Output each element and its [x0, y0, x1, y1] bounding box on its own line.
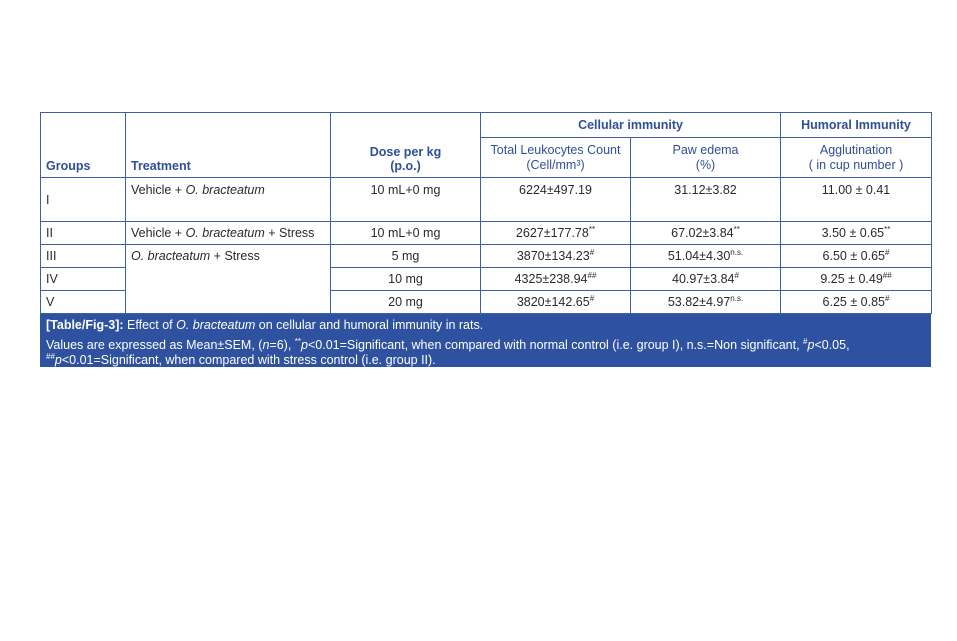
cell-paw-edema: $53.82\pm 4.97^{n.s.}$ — [631, 291, 781, 314]
header-agglutination — [781, 138, 932, 178]
header-tlc-line1: Total Leukocytes Count — [490, 142, 621, 157]
cell-dose: 5 mg — [331, 245, 481, 268]
header-groups: Groups — [41, 113, 126, 178]
caption-title: [Table/Fig-3]: Effect of O. bracteatum on cellular and humoral immunity in rats. — [46, 318, 484, 332]
header-dose-line2: (p.o.) — [390, 159, 421, 173]
cell-agglutination: 3.50 ± 0.65** — [781, 222, 932, 245]
header-paw-line2: (%) — [695, 157, 716, 172]
cell-dose: 10 mL+0 mg — [331, 222, 481, 245]
cell-group: V — [41, 291, 126, 314]
caption-note: Values are expressed as Mean±SEM, (n=6), **p<0.01=Significant, when compared with normal control (i.e. group I), n.s.=Non significant, #p<0.05, ##p<0.01=Significant, when compared with stress control (i.e. group II). — [46, 336, 850, 367]
cell-agglutination: 11.00 ± 0.41 — [781, 178, 932, 222]
cell-group: I — [41, 178, 126, 222]
table-row — [41, 222, 932, 245]
cell-treatment: Vehicle + O. bracteatum — [126, 178, 331, 222]
caption-label: [Table/Fig-3]: — [46, 318, 124, 332]
header-humoral-immunity: Humoral Immunity — [781, 113, 932, 138]
cell-dose: 10 mg — [331, 268, 481, 291]
cell-agglutination: 6.50 ± 0.65# — [781, 245, 932, 268]
cell-treatment: Vehicle + O. bracteatum + Stress — [126, 222, 331, 245]
results-table-figure — [40, 112, 931, 367]
cell-treatment: O. bracteatum + Stress — [126, 245, 331, 314]
cell-tlc: 4325±238.94## — [481, 268, 631, 291]
cell-paw-edema: 40.97±3.84# — [631, 268, 781, 291]
cell-tlc: 3870±134.23# — [481, 245, 631, 268]
header-cellular-immunity: Cellular immunity — [481, 113, 781, 138]
header-treatment: Treatment — [126, 113, 331, 178]
header-dose — [331, 113, 481, 178]
header-agg-line2: ( in cup number ) — [808, 157, 904, 172]
header-tlc — [481, 138, 631, 178]
cell-paw-edema: 67.02±3.84** — [631, 222, 781, 245]
cell-group: IV — [41, 268, 126, 291]
table-row — [41, 178, 932, 222]
table-caption — [40, 314, 931, 367]
cell-agglutination: 6.25 ± 0.85# — [781, 291, 932, 314]
cell-dose: 20 mg — [331, 291, 481, 314]
cell-group: III — [41, 245, 126, 268]
header-dose-line1: Dose per kg — [369, 145, 442, 159]
header-paw-line1: Paw edema — [672, 142, 739, 157]
cell-dose: 10 mL+0 mg — [331, 178, 481, 222]
cell-tlc: 2627±177.78** — [481, 222, 631, 245]
cell-tlc: 3820±142.65# — [481, 291, 631, 314]
cell-agglutination: 9.25 ± 0.49## — [781, 268, 932, 291]
header-row-top — [41, 113, 932, 138]
cell-paw-edema: 31.12±3.82 — [631, 178, 781, 222]
cell-paw-edema: $51.04\pm 4.30^{n.s.}$ — [631, 245, 781, 268]
cell-group: II — [41, 222, 126, 245]
results-table — [40, 112, 932, 314]
table-row — [41, 245, 932, 268]
header-agg-line1: Agglutination — [819, 142, 893, 157]
header-paw-edema — [631, 138, 781, 178]
header-tlc-line2: (Cell/mm³) — [526, 157, 585, 172]
cell-tlc: 6224±497.19 — [481, 178, 631, 222]
